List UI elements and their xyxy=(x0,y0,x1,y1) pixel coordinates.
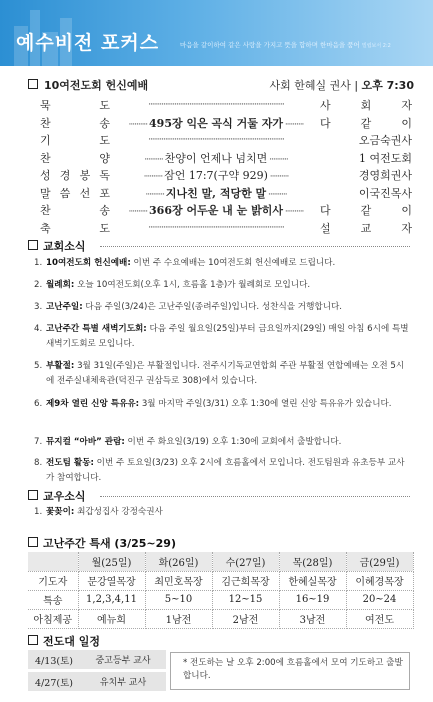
notice-item xyxy=(34,456,412,486)
worship-title: 10여전도회 헌신예배 xyxy=(28,79,148,92)
table-row-header: 특송 xyxy=(28,590,78,609)
passion-week-table xyxy=(28,552,414,629)
dot-leader: ·········· xyxy=(145,189,166,200)
program-row xyxy=(40,115,412,132)
notice-body xyxy=(46,278,412,293)
table-cell: 예뉴희 xyxy=(78,609,145,628)
schedule-team: 유치부 교사 xyxy=(99,678,147,688)
schedule-date: 4/27(토) xyxy=(35,677,73,689)
program-content xyxy=(116,150,316,166)
notice-text: 최갑성집사 강정숙권사 xyxy=(74,507,163,517)
program-content xyxy=(116,202,316,218)
notice-number: 8. xyxy=(34,458,43,468)
notice-number: 1. xyxy=(34,258,43,268)
notice-text: 오늘 10여전도회(오후 1시, 흐름홀 1층)가 월례회로 모입니다. xyxy=(74,280,311,290)
notice-item xyxy=(34,278,412,293)
motto-text: 마음을 같이하여 같은 사랑을 가지고 뜻을 합하며 한마음을 품어 xyxy=(180,41,360,49)
program-person: 다 같 이 xyxy=(320,204,412,217)
evangelism-schedule xyxy=(28,650,166,692)
program-label: 축 도 xyxy=(40,221,110,235)
header-banner xyxy=(0,0,433,66)
program-person: 이국진목사 xyxy=(358,186,412,200)
table-cell: 김근희목장 xyxy=(212,571,279,590)
notice-number: 6. xyxy=(34,399,43,409)
notice-body xyxy=(46,359,412,389)
dot-leader: ········································································· xyxy=(148,100,284,110)
section-divider xyxy=(100,496,410,497)
dot-leader: ·········· xyxy=(144,154,165,165)
dot-leader: ·········· xyxy=(143,172,165,182)
header-motto xyxy=(180,40,391,49)
worship-host: 사회 한혜실 권사 xyxy=(269,79,351,92)
notice-body xyxy=(46,505,412,520)
passion-week-heading: 고난주간 특새 (3/25~29) xyxy=(28,535,176,551)
table-cell: 한혜실목장 xyxy=(279,571,346,590)
section-divider xyxy=(100,246,410,247)
table-cell: 이혜경목장 xyxy=(346,571,413,590)
program-content xyxy=(116,185,316,201)
program-label: 기 도 xyxy=(40,134,110,147)
program-label: 말 씀 선 포 xyxy=(40,186,110,200)
program-content xyxy=(116,97,316,110)
dot-leader: ·········· xyxy=(266,189,287,200)
program-content-text: 495장 익은 곡식 거둘 자가 xyxy=(149,116,283,130)
worship-info xyxy=(269,77,414,93)
program-content-text: 366장 어두운 내 눈 밝히사 xyxy=(149,204,283,217)
table-row xyxy=(28,609,413,628)
worship-time: 오후 7:30 xyxy=(361,79,414,92)
notice-text: 이번 주 토요일(3/23) 오후 2시에 흐름홀에서 모입니다. 전도팀원과 유초등부 교사가 참여합니다. xyxy=(46,458,405,483)
program-label: 찬 송 xyxy=(40,116,110,130)
notice-item xyxy=(34,256,412,271)
notice-text: 이번 주 수요예배는 10여전도회 헌신예배로 드립니다. xyxy=(130,258,336,268)
program-content-text: 찬양이 언제나 넘치면 xyxy=(164,151,268,165)
program-content xyxy=(116,167,316,183)
notice-text: 3월 31일(주일)은 부활절입니다. 전주시기독교연합회 주관 부활절 연합예배는 오전 5시에 전주실내체육관(덕진구 권삼득로 308)에서 있습니다. xyxy=(46,361,405,386)
table-day-header: 금(29일) xyxy=(346,552,413,571)
notice-topic: 전도팀 활동: xyxy=(46,458,94,468)
table-cell: 16~19 xyxy=(279,590,346,609)
table-row xyxy=(28,590,413,609)
table-cell: 2남전 xyxy=(212,609,279,628)
notice-item xyxy=(34,322,412,352)
dot-leader: ········································································· xyxy=(148,222,284,233)
notice-topic: 뮤지컬 “아바” 관람: xyxy=(46,437,125,447)
table-cell: 3남전 xyxy=(279,609,346,628)
notice-topic: 월례회: xyxy=(46,280,75,290)
notice-topic: 꽃꽂이: xyxy=(46,507,75,517)
notice-number: 7. xyxy=(34,437,43,447)
dot-leader: ·········· xyxy=(267,154,288,165)
program-row xyxy=(40,150,412,167)
notice-number: 2. xyxy=(34,280,43,290)
worship-separator: | xyxy=(354,79,359,92)
program-content-text: 지나친 말, 적당한 말 xyxy=(165,186,267,200)
table-cell: 20~24 xyxy=(346,590,413,609)
table-cell: 문강열목장 xyxy=(78,571,145,590)
page-title: 예수비전 포커스 xyxy=(16,32,160,54)
table-day-header: 수(27일) xyxy=(212,552,279,571)
notice-number: 4. xyxy=(34,324,43,334)
notice-topic: 부활절: xyxy=(46,361,75,371)
program-content xyxy=(116,132,316,145)
schedule-row xyxy=(28,672,166,691)
dot-leader: ········································································· xyxy=(148,135,284,145)
notice-body xyxy=(46,322,412,352)
program-row xyxy=(40,202,412,219)
notice-body xyxy=(46,397,412,412)
program-row xyxy=(40,167,412,184)
notice-item xyxy=(34,397,412,412)
notice-text: 이번 주 화요일(3/19) 오후 1:30에 교회에서 출발합니다. xyxy=(124,437,342,447)
table-day-header: 화(26일) xyxy=(145,552,212,571)
table-header-row xyxy=(28,552,413,571)
table-day-header: 월(25일) xyxy=(78,552,145,571)
notice-item xyxy=(34,359,412,389)
program-label: 찬 송 xyxy=(40,204,110,217)
notice-body xyxy=(46,435,412,450)
schedule-team: 중고등부 교사 xyxy=(95,656,151,666)
table-cell: 여전도 xyxy=(346,609,413,628)
program-label: 묵 도 xyxy=(40,99,110,112)
notice-topic: 10여전도회 헌신예배: xyxy=(46,258,131,268)
notice-item xyxy=(34,300,412,315)
notice-topic: 고난주일: xyxy=(46,302,83,312)
notice-body xyxy=(46,256,412,271)
table-row-header: 기도자 xyxy=(28,571,78,590)
notice-body xyxy=(46,456,412,486)
notice-item xyxy=(34,435,412,450)
table-cell: 12~15 xyxy=(212,590,279,609)
notice-body xyxy=(46,300,412,315)
program-person: 경영희권사 xyxy=(358,169,412,182)
table-cell: 1,2,3,4,11 xyxy=(78,590,145,609)
dot-leader: ·········· xyxy=(128,207,150,217)
table-day-header: 목(28일) xyxy=(279,552,346,571)
table-row-header: 아침제공 xyxy=(28,609,78,628)
program-person: 다 같 이 xyxy=(320,116,412,130)
notice-text: 다음 주일(3/24)은 고난주일(종려주일)입니다. 성찬식을 거행합니다. xyxy=(82,302,343,312)
table-corner xyxy=(28,552,78,571)
dot-leader: ·········· xyxy=(267,172,289,182)
program-row xyxy=(40,220,412,237)
program-content-text: 잠언 17:7(구약 929) xyxy=(164,169,268,182)
table-cell: 최민호목장 xyxy=(145,571,212,590)
notice-text: 3월 마지막 주일(3/31) 오후 1:30에 열린 신앙 특유유가 있습니다. xyxy=(139,399,392,409)
notice-topic: 고난주간 특별 새벽기도회: xyxy=(46,324,147,334)
members-heading: 교우소식 xyxy=(28,488,86,504)
table-body xyxy=(28,571,413,628)
notice-number: 5. xyxy=(34,361,43,371)
notices-heading: 교회소식 xyxy=(28,238,86,254)
notice-topic: 제9차 열린 신앙 특유유: xyxy=(46,399,140,409)
evangelism-note: * 전도하는 날 오후 2:00에 흐름홀에서 모여 기도하고 출발합니다. xyxy=(170,652,410,690)
program-row xyxy=(40,185,412,202)
program-content xyxy=(116,115,316,131)
dot-leader: ·········· xyxy=(282,207,304,217)
program-person: 설 교 자 xyxy=(320,221,412,235)
dot-leader: ·········· xyxy=(128,119,150,130)
program-label: 성 경 봉 독 xyxy=(40,169,110,182)
dot-leader: ·········· xyxy=(282,119,304,130)
notice-item xyxy=(34,505,412,520)
program-label: 찬 양 xyxy=(40,151,110,165)
program-person: 사 회 자 xyxy=(320,99,412,112)
worship-header xyxy=(28,77,414,93)
program-row xyxy=(40,132,412,149)
table-cell: 5~10 xyxy=(145,590,212,609)
program-content xyxy=(116,220,316,233)
program-person: 1 여전도회 xyxy=(359,151,412,165)
program-person: 오금숙권사 xyxy=(358,134,412,147)
table-cell: 1남전 xyxy=(145,609,212,628)
notice-number: 3. xyxy=(34,302,43,312)
program-row xyxy=(40,97,412,114)
schedule-row xyxy=(28,650,166,669)
evangelism-heading: 전도대 일정 xyxy=(28,633,100,649)
notice-number: 1. xyxy=(34,507,43,517)
table-row xyxy=(28,571,413,590)
motto-reference: 빌립보서 2:2 xyxy=(361,43,391,49)
schedule-date: 4/13(토) xyxy=(35,655,73,667)
notice-text: 다음 주일 월요일(25일)부터 금요일까지(29일) 매일 아침 6시에 특별 새벽기도회로 모입니다. xyxy=(46,324,409,349)
